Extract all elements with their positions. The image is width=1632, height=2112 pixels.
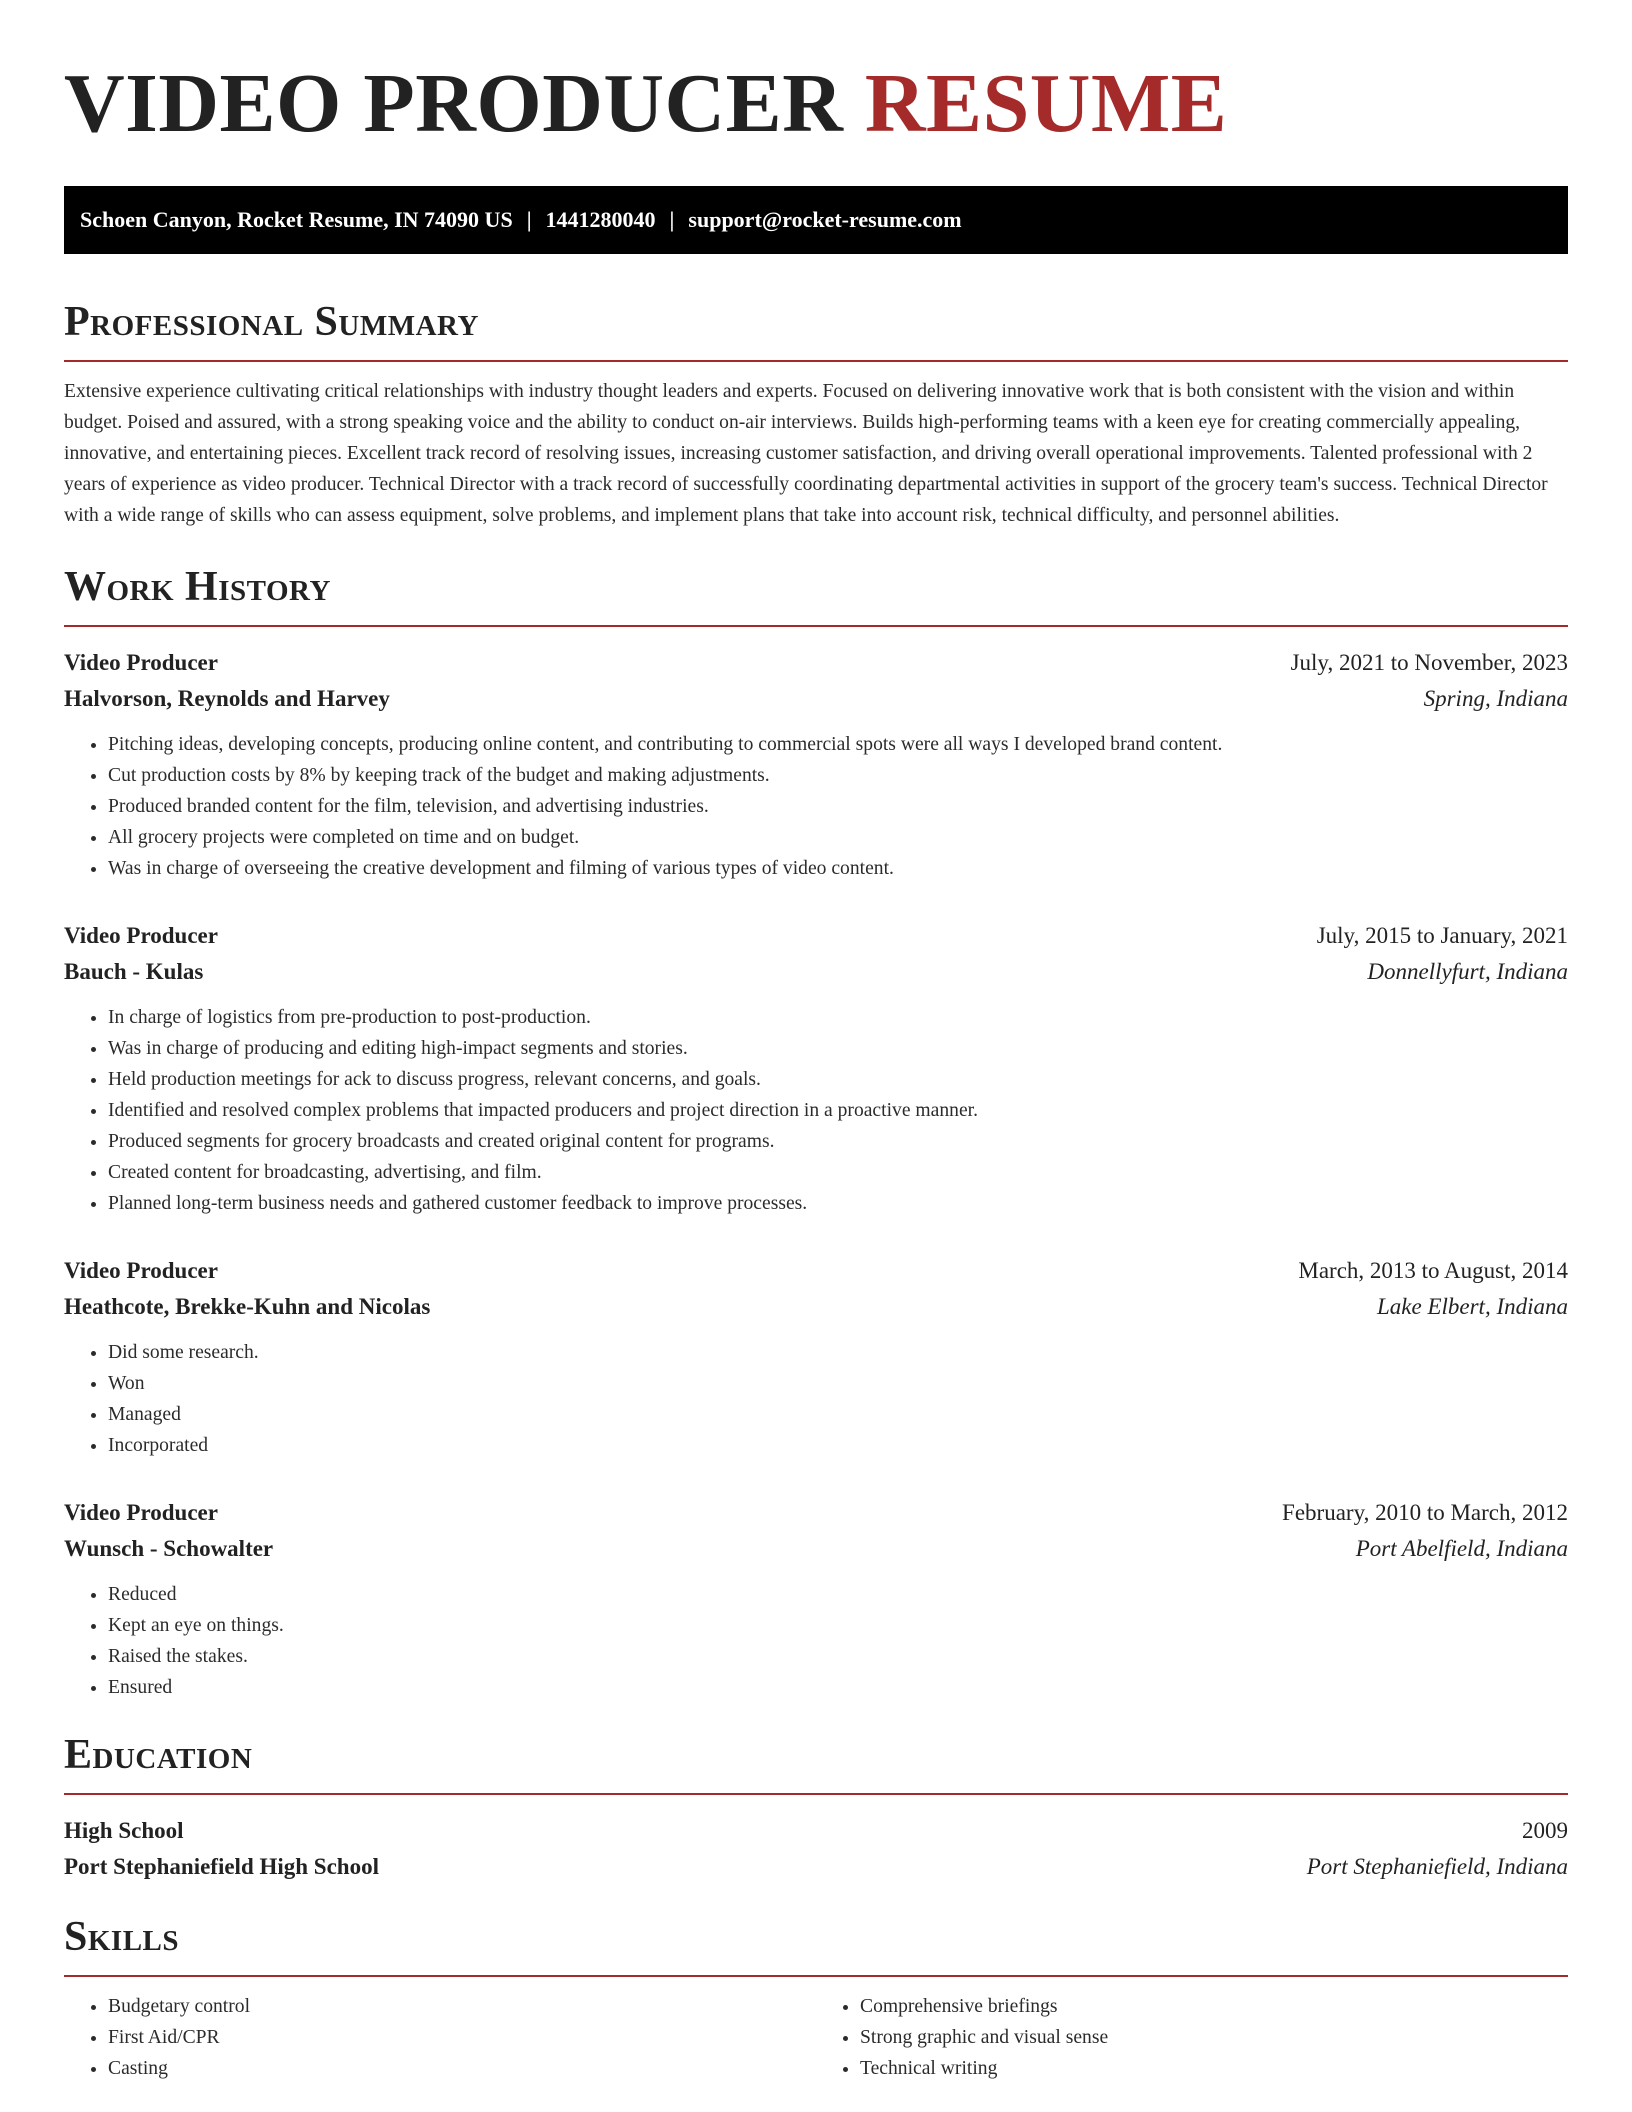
job-bullet: • Kept an eye on things. xyxy=(108,1610,1568,1641)
job-location: Port Abelfield, Indiana xyxy=(1355,1536,1568,1561)
job-dates: March, 2013 to August, 2014 xyxy=(1298,1258,1568,1283)
job-bullets xyxy=(64,1337,1568,1461)
job-entry xyxy=(64,918,1568,1219)
professional-summary-section xyxy=(64,298,1568,531)
job-bullet: • Pitching ideas, developing concepts, producing online content, and contributing to commercial spots were all ways I developed brand content. xyxy=(108,729,1568,760)
title-main: VIDEO PRODUCER xyxy=(64,57,844,150)
job-bullet: • Did some research. xyxy=(108,1337,1568,1368)
job-company: Wunsch - Schowalter xyxy=(64,1536,274,1561)
skills-section xyxy=(64,1913,1568,2084)
job-bullet: • Raised the stakes. xyxy=(108,1641,1568,1672)
contact-phone[interactable]: 1441280040 xyxy=(545,207,656,232)
education-school: Port Stephaniefield High School xyxy=(64,1854,379,1879)
contact-email[interactable]: support@rocket-resume.com xyxy=(688,207,962,232)
job-bullets xyxy=(64,1579,1568,1703)
job-dates: February, 2010 to March, 2012 xyxy=(1282,1500,1568,1525)
section-heading: Skills xyxy=(64,1914,180,1960)
contact-separator: | xyxy=(669,207,675,232)
job-location: Spring, Indiana xyxy=(1423,686,1568,711)
job-bullet: • Won xyxy=(108,1368,1568,1399)
section-divider xyxy=(64,1975,1568,1977)
title-accent: RESUME xyxy=(864,57,1228,150)
section-heading: Education xyxy=(64,1732,253,1778)
job-dates: July, 2015 to January, 2021 xyxy=(1316,923,1568,948)
job-entry xyxy=(64,1253,1568,1461)
skill-item: • First Aid/CPR xyxy=(108,2022,816,2053)
job-bullet: • Planned long-term business needs and gathered customer feedback to improve processes. xyxy=(108,1188,1568,1219)
section-divider xyxy=(64,1793,1568,1795)
section-heading: Work History xyxy=(64,564,331,610)
job-company-row xyxy=(64,1531,1568,1567)
skill-item: • Comprehensive briefings xyxy=(860,1991,1568,2022)
job-location: Donnellyfurt, Indiana xyxy=(1367,959,1568,984)
job-title: Video Producer xyxy=(64,1258,218,1283)
resume-title xyxy=(64,56,1568,152)
section-divider xyxy=(64,360,1568,362)
job-title: Video Producer xyxy=(64,923,218,948)
job-header-row xyxy=(64,645,1568,681)
education-section xyxy=(64,1731,1568,1885)
job-header-row xyxy=(64,918,1568,954)
job-entry xyxy=(64,1495,1568,1703)
education-degree: High School xyxy=(64,1818,184,1843)
job-company-row xyxy=(64,681,1568,717)
job-company-row xyxy=(64,1289,1568,1325)
job-bullet: • Identified and resolved complex problems that impacted producers and project direction in a proactive manner. xyxy=(108,1095,1568,1126)
skills-grid xyxy=(64,1991,1568,2084)
contact-separator: | xyxy=(526,207,532,232)
job-bullet: • Produced branded content for the film, television, and advertising industries. xyxy=(108,791,1568,822)
job-header-row xyxy=(64,1495,1568,1531)
job-title: Video Producer xyxy=(64,1500,218,1525)
skill-item: • Casting xyxy=(108,2053,816,2084)
section-heading: Professional Summary xyxy=(64,299,479,345)
job-location: Lake Elbert, Indiana xyxy=(1377,1294,1568,1319)
job-bullet: • All grocery projects were completed on time and on budget. xyxy=(108,822,1568,853)
job-bullet: • Incorporated xyxy=(108,1430,1568,1461)
education-school-row xyxy=(64,1849,1568,1885)
contact-bar xyxy=(64,186,1568,254)
job-dates: July, 2021 to November, 2023 xyxy=(1290,650,1568,675)
job-bullet: • Reduced xyxy=(108,1579,1568,1610)
job-bullet: • Managed xyxy=(108,1399,1568,1430)
job-bullet: • Cut production costs by 8% by keeping track of the budget and making adjustments. xyxy=(108,760,1568,791)
skills-column-left xyxy=(64,1991,816,2084)
job-bullet: • Held production meetings for ack to discuss progress, relevant concerns, and goals. xyxy=(108,1064,1568,1095)
education-entry xyxy=(64,1813,1568,1885)
education-header-row xyxy=(64,1813,1568,1849)
contact-address: Schoen Canyon, Rocket Resume, IN 74090 US xyxy=(80,207,513,232)
section-divider xyxy=(64,625,1568,627)
job-bullet: • Produced segments for grocery broadcasts and created original content for programs. xyxy=(108,1126,1568,1157)
summary-text: Extensive experience cultivating critical relationships with industry thought leaders and experts. Focused on delivering innovative work that is both consistent with the vision and within budget. Poised and assured, with a strong speaking voice and the ability to conduct on-air interviews. Builds high-performing teams with a keen eye for creating commercially appealing, innovative, and entertaining pieces. Excellent track record of resolving issues, increasing customer satisfaction, and driving overall operational improvements. Talented professional with 2 years of experience as video producer. Technical Director with a track record of successfully coordinating departmental activities in support of the grocery team's success. Technical Director with a wide range of skills who can assess equipment, solve problems, and implement plans that take into account risk, technical difficulty, and personnel abilities. xyxy=(64,381,1548,526)
job-company: Heathcote, Brekke-Kuhn and Nicolas xyxy=(64,1294,431,1319)
job-company: Bauch - Kulas xyxy=(64,959,204,984)
job-bullet: • Ensured xyxy=(108,1672,1568,1703)
work-history-section xyxy=(64,563,1568,1703)
skill-item: • Technical writing xyxy=(860,2053,1568,2084)
job-entry xyxy=(64,645,1568,884)
skills-column-right xyxy=(816,1991,1568,2084)
skill-item: • Strong graphic and visual sense xyxy=(860,2022,1568,2053)
job-header-row xyxy=(64,1253,1568,1289)
skill-item: • Budgetary control xyxy=(108,1991,816,2022)
job-bullet: • Was in charge of producing and editing high-impact segments and stories. xyxy=(108,1033,1568,1064)
job-company-row xyxy=(64,954,1568,990)
job-bullet: • Created content for broadcasting, advertising, and film. xyxy=(108,1157,1568,1188)
education-location: Port Stephaniefield, Indiana xyxy=(1306,1854,1568,1879)
job-bullet: • In charge of logistics from pre-production to post-production. xyxy=(108,1002,1568,1033)
job-title: Video Producer xyxy=(64,650,218,675)
job-bullets xyxy=(64,729,1568,884)
education-year: 2009 xyxy=(1522,1818,1568,1843)
job-bullets xyxy=(64,1002,1568,1219)
job-company: Halvorson, Reynolds and Harvey xyxy=(64,686,390,711)
job-bullet: • Was in charge of overseeing the creative development and filming of various types of video content. xyxy=(108,853,1568,884)
